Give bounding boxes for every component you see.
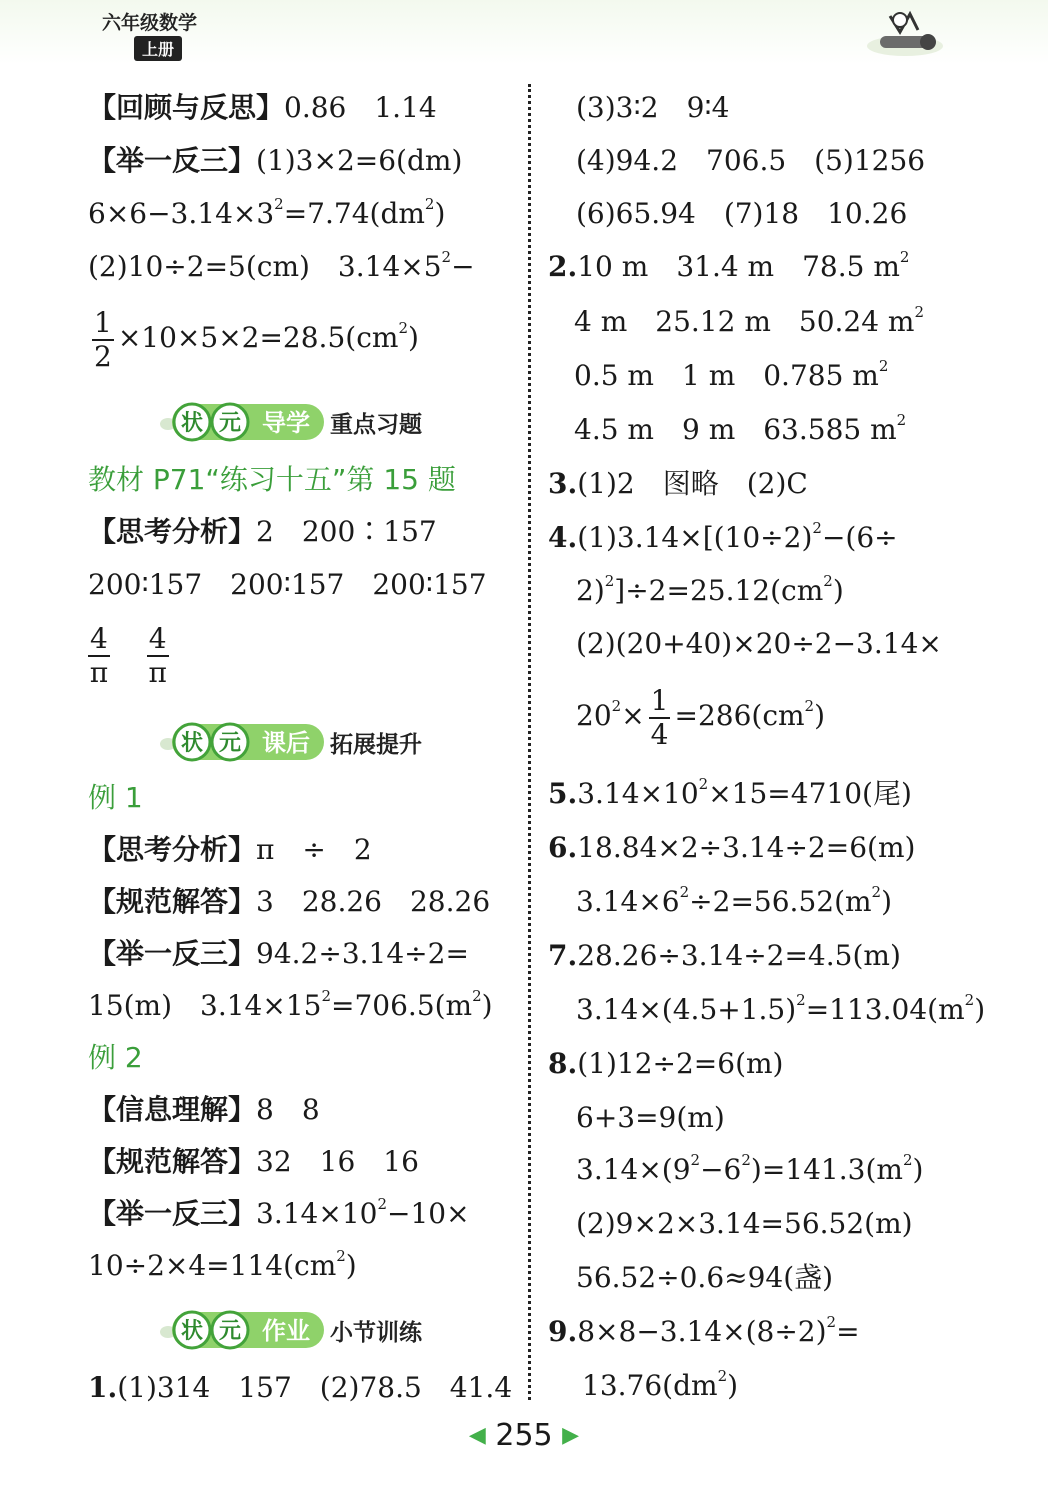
fractions-line: $\frac{4}{\pi}$ $\frac{4}{\pi}$	[89, 621, 167, 689]
answer-line: $20^2\times$ $\frac{1}{4}$ $=286(cm^2)$	[576, 683, 826, 751]
think-line: 【思考分析】2 200∶157	[88, 515, 437, 548]
solve-line: 【规范解答】3 28.26 28.26	[88, 885, 491, 918]
svg-text:作业: 作业	[262, 1317, 310, 1345]
question-3: 3.(1)2 图略 (2)C	[548, 467, 808, 500]
svg-text:状: 状	[180, 1319, 204, 1344]
svg-text:元: 元	[218, 1319, 242, 1344]
answer-line: (2)9×2×3.14=56.52(m)	[576, 1207, 913, 1240]
textbook-reference: 教材 P71“练习十五”第 15 题	[88, 463, 456, 496]
badge-char: 元	[218, 411, 242, 436]
question-2: 2.10 m 31.4 m 78.5 $m^2$	[548, 248, 910, 283]
formula-line: (2)10÷2=5(cm) $3.14\times 5^2-$	[88, 248, 475, 283]
answer-line: 4 m 25.12 m 50.24 $m^2$	[574, 303, 925, 338]
think-line: 【思考分析】π ÷ 2	[88, 833, 372, 866]
answer-line: $3.14\times(4.5+1.5)^2=113.04(m^2)$	[576, 991, 986, 1026]
page-number: ◀ 255 ▶	[468, 1418, 580, 1453]
question-6: 6.18.84×2÷3.14÷2=6(m)	[548, 831, 916, 864]
answer-line: 6+3=9(m)	[576, 1101, 725, 1134]
solve-line: 【规范解答】32 16 16	[88, 1145, 419, 1178]
svg-text:课后: 课后	[262, 729, 310, 757]
answer-line: 56.52÷0.6≈94(盏)	[576, 1261, 834, 1294]
column-divider	[528, 84, 531, 1400]
analogy-line: 【举一反三】$3.14\times 10^2-10\times$	[88, 1195, 470, 1230]
answer-line: $3.14\times(9^2-6^2)=141.3(m^2)$	[576, 1151, 924, 1186]
banner-title: 重点习题	[330, 412, 422, 438]
answer-line: (2)(20+40)×20÷2−3.14×	[576, 627, 942, 660]
fraction: $\frac{1}{2}$	[94, 305, 112, 373]
answer-line: (4)94.2 706.5 (5)1256	[576, 144, 926, 177]
right-arrow-icon: ▶	[562, 1423, 580, 1448]
banner-label: 导学	[262, 409, 310, 437]
left-arrow-icon: ◀	[468, 1423, 486, 1448]
formula-line: 15(m) $3.14\times 15^2=706.5(m^2)$	[88, 987, 493, 1022]
answer-line: $2)^2]\div 2=25.12(cm^2)$	[576, 572, 844, 607]
answer-line: 0.5 m 1 m 0.785 $m^2$	[574, 357, 889, 392]
badge-char: 状	[180, 411, 204, 436]
answer-line: (6)65.94 (7)18 10.26	[576, 197, 908, 230]
banner-title: 小节训练	[330, 1320, 422, 1346]
analogy-line: 【举一反三】94.2÷3.14÷2=	[88, 937, 469, 970]
example-heading: 例 2	[88, 1041, 143, 1074]
review-line: 【回顾与反思】0.86 1.14	[88, 91, 437, 124]
question-1: 1.(1)314 157 (2)78.5 41.4	[88, 1371, 513, 1404]
question-5: $5.3.14\times 10^2\times 15=4710$(尾)	[548, 775, 912, 810]
answer-line: 4.5 m 9 m 63.585 $m^2$	[574, 411, 907, 446]
svg-text:状: 状	[180, 731, 204, 756]
analogy-line: 【举一反三】(1)3×2=6(dm)	[88, 144, 463, 177]
formula-line: $6\times 6-3.14\times 3^2=7.74(dm^2)$	[88, 195, 446, 230]
answer-line: $3.14\times 6^2\div 2=56.52(m^2)$	[576, 883, 893, 918]
svg-text:元: 元	[218, 731, 242, 756]
banner-title: 拓展提升	[330, 732, 422, 758]
question-8: 8.(1)12÷2=6(m)	[548, 1047, 784, 1080]
question-4: $4.(1)3.14\times[(10\div 2)^2-(6\div$	[548, 519, 898, 554]
formula-line: $10\div 2\times 4=114(cm^2)$	[88, 1247, 357, 1282]
example-heading: 例 1	[88, 781, 143, 814]
volume-tag: 上册	[134, 36, 182, 61]
answer-line: $13.76(dm^2)$	[582, 1367, 739, 1402]
answer-line: (3)3∶2 9∶4	[576, 91, 730, 124]
question-7: 7.28.26÷3.14÷2=4.5(m)	[548, 939, 901, 972]
grade-subject-title: 六年级数学	[102, 12, 198, 34]
formula-line: $\frac{1}{2}$ $\times 10\times 5\times 2=28.5(cm^2)$	[94, 305, 419, 373]
info-line: 【信息理解】8 8	[88, 1093, 320, 1126]
cartoon-illustration-icon	[860, 6, 950, 66]
question-9: $9.8\times 8-3.14\times(8\div 2)^2=$	[548, 1313, 860, 1348]
ratios-line: 200∶157 200∶157 200∶157	[88, 568, 487, 601]
